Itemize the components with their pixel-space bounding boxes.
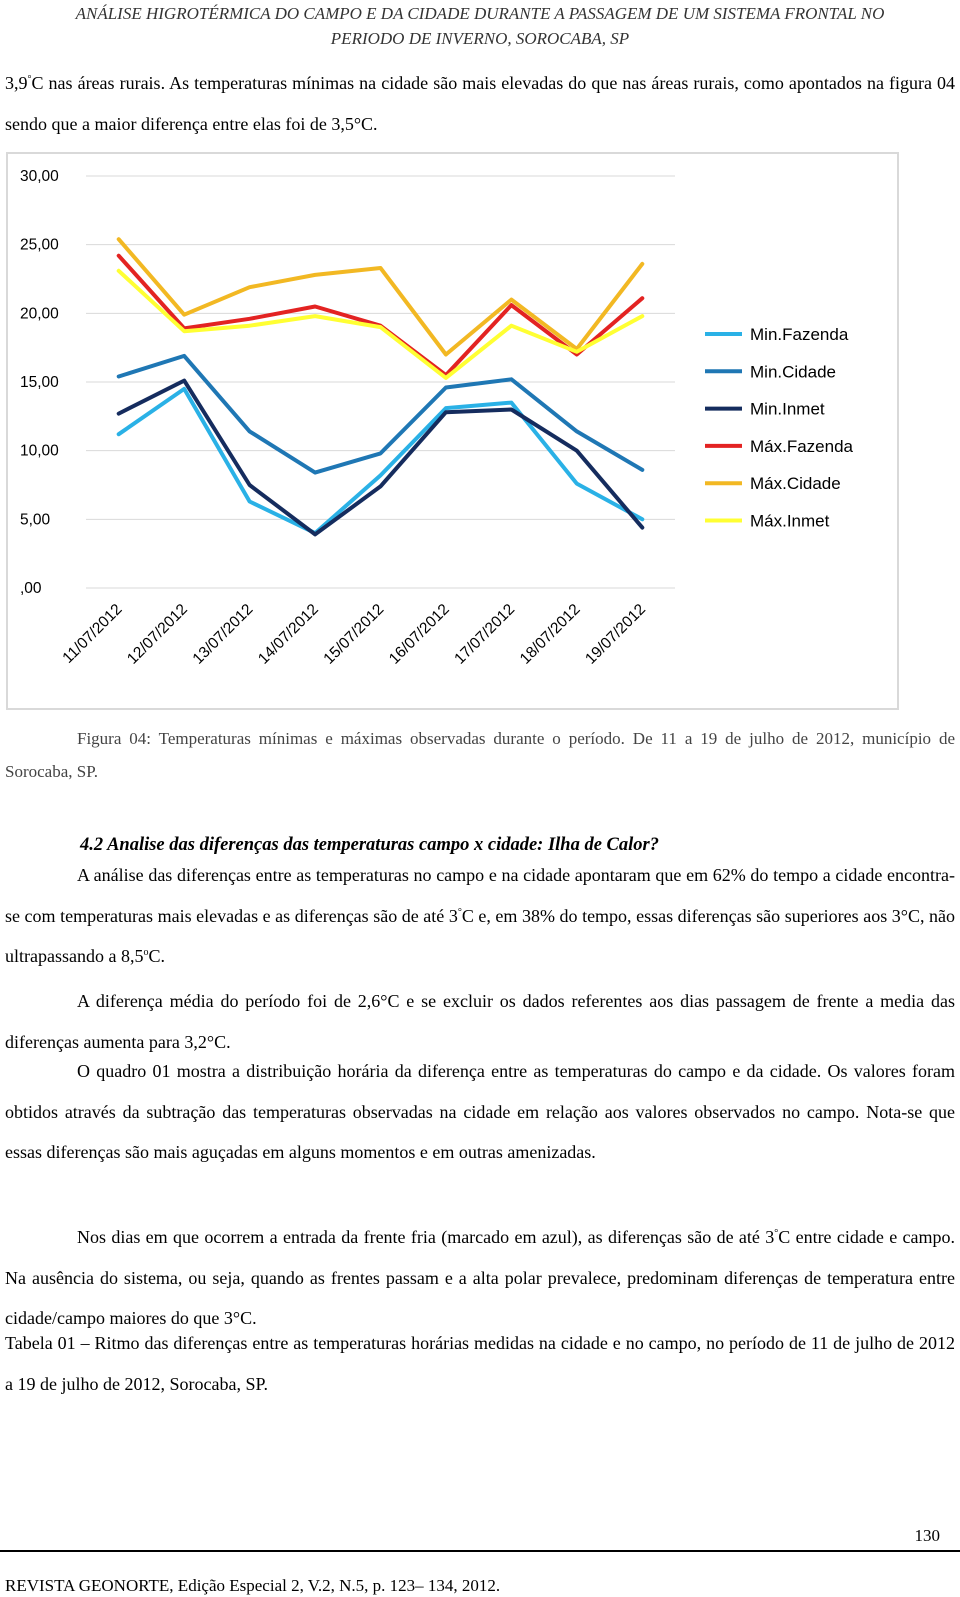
intro-text-a: 3,9 (5, 73, 28, 93)
degree-mark: ° (457, 906, 462, 918)
degree-mark: o (143, 947, 149, 958)
legend-label: Min.Inmet (750, 399, 825, 419)
x-tick-label: 18/07/2012 (516, 600, 584, 668)
x-tick-label: 19/07/2012 (582, 600, 650, 668)
x-tick-label: 14/07/2012 (255, 600, 322, 668)
chart-canvas (8, 154, 897, 708)
figure-caption (5, 722, 955, 788)
running-header-line1: ANÁLISE HIGROTÉRMICA DO CAMPO E DA CIDADE DURANTE A PASSAGEM DE UM SISTEMA FRONTAL NO (75, 4, 885, 23)
y-tick-label: ,00 (20, 580, 42, 597)
x-tick-label: 11/07/2012 (59, 600, 126, 667)
series-line (119, 389, 643, 533)
running-header (0, 0, 960, 50)
body-paragraph-1 (5, 855, 955, 977)
x-tick-label: 16/07/2012 (385, 600, 453, 668)
series-line (119, 239, 643, 354)
table-caption-text: Tabela 01 – Ritmo das diferenças entre as temperaturas horárias medidas na cidade e no campo, no período de 11 de julho de 2012 a 19 de julho de 2012, Sorocaba, SP. (5, 1333, 955, 1394)
degree-mark: ° (27, 74, 32, 85)
x-tick-label: 17/07/2012 (451, 600, 519, 668)
body-paragraph-4-text-a: Nos dias em que ocorrem a entrada da frente fria (marcado em azul), as diferenças são de até 3 (77, 1227, 775, 1247)
series-line (119, 256, 643, 375)
legend-label: Min.Cidade (750, 362, 836, 382)
temperature-chart (6, 152, 899, 710)
series-line (119, 381, 643, 535)
y-tick-label: 5,00 (20, 511, 51, 529)
body-paragraph-3 (5, 1051, 955, 1173)
y-tick-label: 15,00 (20, 374, 59, 391)
figure-caption-text: Figura 04: Temperaturas mínimas e máximas observadas durante o período. De 11 a 19 de julho de 2012, município de Sorocaba, SP. (5, 729, 955, 781)
legend-label: Máx.Cidade (750, 474, 841, 494)
y-tick-label: 25,00 (20, 236, 59, 254)
intro-paragraph (5, 63, 955, 144)
x-tick-label: 15/07/2012 (320, 600, 388, 668)
body-paragraph-1-text-b: C e, em 38% do tempo, essas diferenças são superiores aos 3°C, não ultrapassando a 8,5 (5, 905, 956, 966)
journal-footer: REVISTA GEONORTE, Edição Especial 2, V.2, N.5, p. 123– 134, 2012. (5, 1576, 501, 1595)
body-paragraph-4 (5, 1217, 955, 1339)
body-paragraph-2 (5, 981, 955, 1062)
x-tick-label: 12/07/2012 (124, 600, 191, 668)
x-tick-label: 13/07/2012 (189, 600, 257, 668)
table-caption (5, 1323, 955, 1404)
intro-text-b: C nas áreas rurais. As temperaturas mínimas na cidade são mais elevadas do que nas áreas rurais, como apontados na figura 04 sendo que a maior diferença entre elas foi de 3,5°C. (5, 73, 955, 134)
body-paragraph-3-text: O quadro 01 mostra a distribuição horária da diferença entre as temperaturas do campo e da cidade. Os valores foram obtidos através da subtração das temperaturas observadas na cidade em relação aos valores observados no campo. Nota-se que essas diferenças são mais aguçadas em alguns momentos e em outras amenizadas. (5, 1061, 955, 1162)
running-header-line2: PERIODO DE INVERNO, SOROCABA, SP (330, 29, 630, 48)
section-title: 4.2 Analise das diferenças das temperaturas campo x cidade: Ilha de Calor? (80, 835, 659, 855)
footer-rule (0, 1550, 960, 1552)
legend-label: Máx.Fazenda (750, 436, 853, 456)
legend-label: Min.Fazenda (750, 325, 849, 344)
body-paragraph-4-text-b: C entre cidade e campo. Na ausência do sistema, ou seja, quando as frentes passam e a alta polar prevalece, predominam diferenças de temperatura entre cidade/campo maiores do que 3°C. (5, 1227, 955, 1328)
legend-label: Máx.Inmet (750, 511, 830, 531)
y-tick-label: 30,00 (20, 168, 59, 185)
body-paragraph-2-text: A diferença média do período foi de 2,6°C e se excluir os dados referentes aos dias passagem de frente a media das diferenças aumenta para 3,2°C. (5, 991, 955, 1052)
body-paragraph-1-text-a: A análise das diferenças entre as temperaturas no campo e na cidade apontaram que em 62% do tempo a cidade encontra-se com temperaturas mais elevadas e as diferenças são de até 3 (5, 865, 955, 926)
body-paragraph-1-text-c: C. (148, 946, 165, 966)
y-tick-label: 10,00 (20, 442, 59, 460)
degree-mark: ° (774, 1228, 779, 1239)
page-number: 130 (914, 1526, 940, 1545)
y-tick-label: 20,00 (20, 305, 59, 323)
